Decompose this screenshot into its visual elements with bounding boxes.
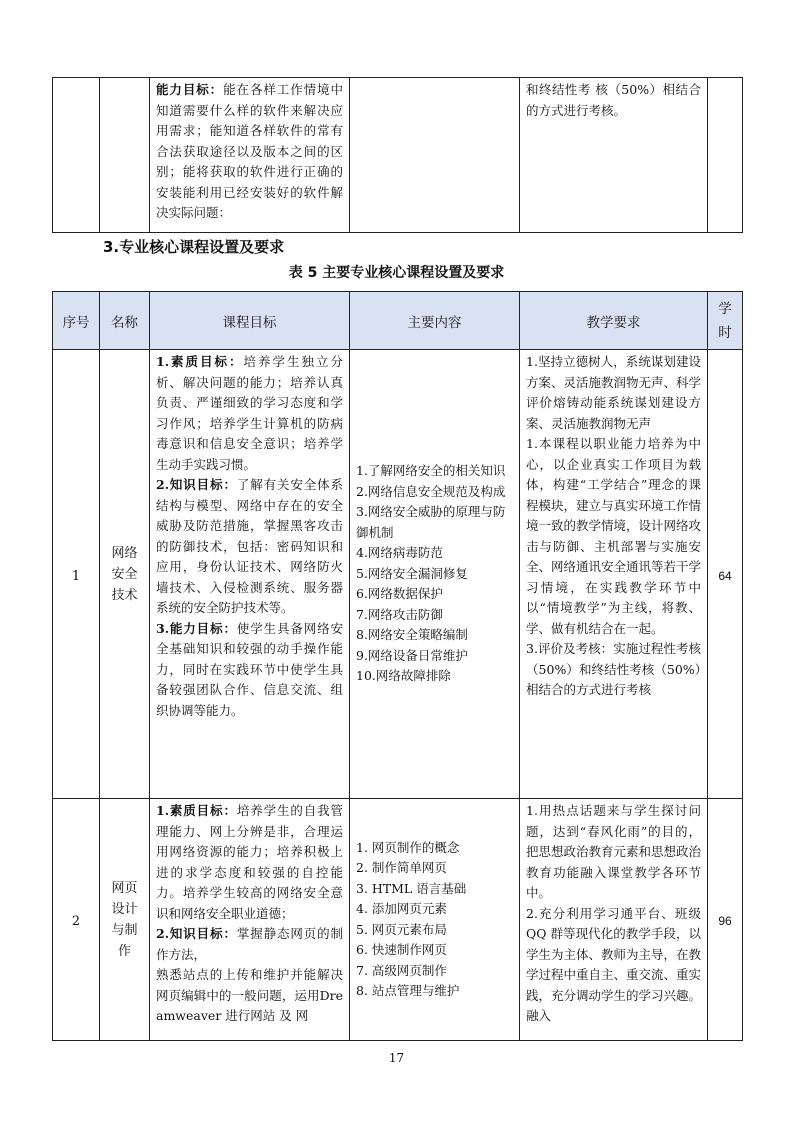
seq-cell	[53, 799, 100, 1041]
header-hours	[708, 292, 743, 350]
core-courses-table	[52, 291, 743, 1041]
hours-cell	[708, 799, 743, 1041]
page-number: 17	[388, 1051, 405, 1065]
name-cell	[100, 78, 150, 233]
content-cell	[350, 350, 520, 799]
seq-value: 2	[71, 914, 81, 929]
hours-value: 64	[718, 568, 732, 583]
knowledge-goal-title: 2.知识目标：	[156, 477, 237, 492]
quality-goal-text: 培养学生的自我管理能力、网上分辨是非，合理运用网络资源的能力；培养积极上进的求学态度和较强的自控能力。培养学生较高的网络安全意识和网络安全职业道德；	[156, 803, 343, 921]
assessment-text: 和终结性考 核（50%）相结合的方式进行考核。	[526, 82, 701, 118]
seq-cell	[53, 78, 100, 233]
continued-table	[52, 77, 743, 233]
goals-cell	[150, 799, 350, 1041]
table-row	[53, 350, 743, 799]
requirements-cell	[520, 350, 708, 799]
ability-goal-title: 3.能力目标：	[156, 620, 237, 636]
content-cell	[350, 799, 520, 1041]
quality-goal-title: 1.素质目标：	[156, 354, 244, 369]
seq-cell	[53, 350, 100, 799]
table-row	[53, 799, 743, 1041]
header-seq: 序号	[53, 292, 100, 350]
ability-goal-text: 使学生具备网络安全基础知识和较强的动手操作能力，同时在实践环节中使学生具备较强团队合作、信息交流、组织协调等能力。	[156, 620, 343, 718]
teaching-requirements: 1.坚持立德树人，系统谋划建设方案、灵活施教润物无声、科学评价熔铸动能系统谋划建设方案、灵活施教润物无声 1.本课程以职业能力培养为中心，以企业真实工作项目为载体，构建“工学结合”理念的课程模块，建立与真实环境工作情境一致的教学情境，设计网络攻击与防御、主机部署与实施安全、网络通讯安全通讯等若干学习情境，在实践教学环节中以“情境教学”为主线，将教、学、做有机结合在一起。 3.评价及考核：实施过程性考核（50%）和终结性考核（50%）相结合的方式进行考核	[526, 354, 702, 697]
content-cell	[350, 78, 520, 233]
header-goals: 课程目标	[150, 292, 350, 350]
seq-value: 1	[71, 568, 81, 584]
content-list: 1.了解网络安全的相关知识 2.网络信息安全规范及构成 3.网络安全威胁的原理与防御机制 4.网络病毒防范 5.网络安全漏洞修复 6.网络数据保护 7.网络攻击防御 8.网络安全策略编制 9.网络设备日常维护 10.网络故障排除	[356, 463, 506, 684]
table-header-row	[53, 292, 743, 350]
course-name: 网页设计与制作	[111, 880, 138, 959]
table-row	[53, 78, 743, 233]
hours-value: 96	[718, 914, 732, 928]
course-name: 网络安全技术	[111, 545, 138, 603]
quality-goal-title: 1.素质目标：	[156, 803, 237, 818]
goals-cell	[150, 350, 350, 799]
name-cell	[100, 799, 150, 1041]
requirements-cell	[520, 78, 708, 233]
header-hours-label: 学时	[718, 300, 732, 341]
requirements-cell	[520, 799, 708, 1041]
hours-cell	[708, 78, 743, 233]
knowledge-goal-title: 2.知识目标：	[156, 926, 237, 941]
header-content: 主要内容	[350, 292, 520, 350]
section-heading: 3.专业核心课程设置及要求	[103, 238, 285, 256]
goals-cell	[150, 78, 350, 233]
knowledge-goal-text: 掌握静态网页的制作方法， 熟悉站点的上传和维护并能解决网页编辑中的一般问题，运用Dreamweaver 进行网站 及 网	[156, 926, 343, 1023]
table-caption: 表 5 主要专业核心课程设置及要求	[288, 265, 505, 281]
ability-goal-title: 能力目标：	[156, 82, 224, 97]
hours-cell	[708, 350, 743, 799]
knowledge-goal-text: 了解有关安全体系结构与模型、网络中存在的安全威胁及防范措施，掌握黑客攻击的防御技术，包括：密码知识和应用，身份认证技术、网络防火墙技术、入侵检测系统、服务器系统的安全防护技术等。	[156, 477, 343, 615]
name-cell	[100, 350, 150, 799]
teaching-requirements: 1.用热点话题来与学生探讨问题，达到“春风化雨”的目的，把思想政治教育元素和思想政治教育功能融入课堂教学各环节中。 2.充分利用学习通平台、班级 QQ 群等现代化的教学手段，以学生为主体、教师为主导，在教学过程中重自主、重交流、重实践，充分调动学生的学习兴趣。融入	[526, 803, 702, 1023]
header-name: 名称	[100, 292, 150, 350]
content-list: 1. 网页制作的概念 2. 制作简单网页 3. HTML 语言基础 4. 添加网页元素 5. 网页元素布局 6. 快速制作网页 7. 高级网页制作 8. 站点管理与维护	[356, 839, 467, 998]
ability-goal-text: 能在各样工作情境中知道需要什么样的软件来解决应用需求；能知道各样软件的常有合法获取途径以及版本之间的区别；能将获取的软件进行正确的安装能利用已经安装好的软件解决实际问题：	[156, 82, 343, 220]
header-requirements: 教学要求	[520, 292, 708, 350]
quality-goal-text: 培养学生独立分析、解决问题的能力；培养认真负责、严谨细致的学习态度和学习作风；培养学生计算机的防病毒意识和信息安全意识；培养学生动手实践习惯。	[156, 354, 343, 472]
